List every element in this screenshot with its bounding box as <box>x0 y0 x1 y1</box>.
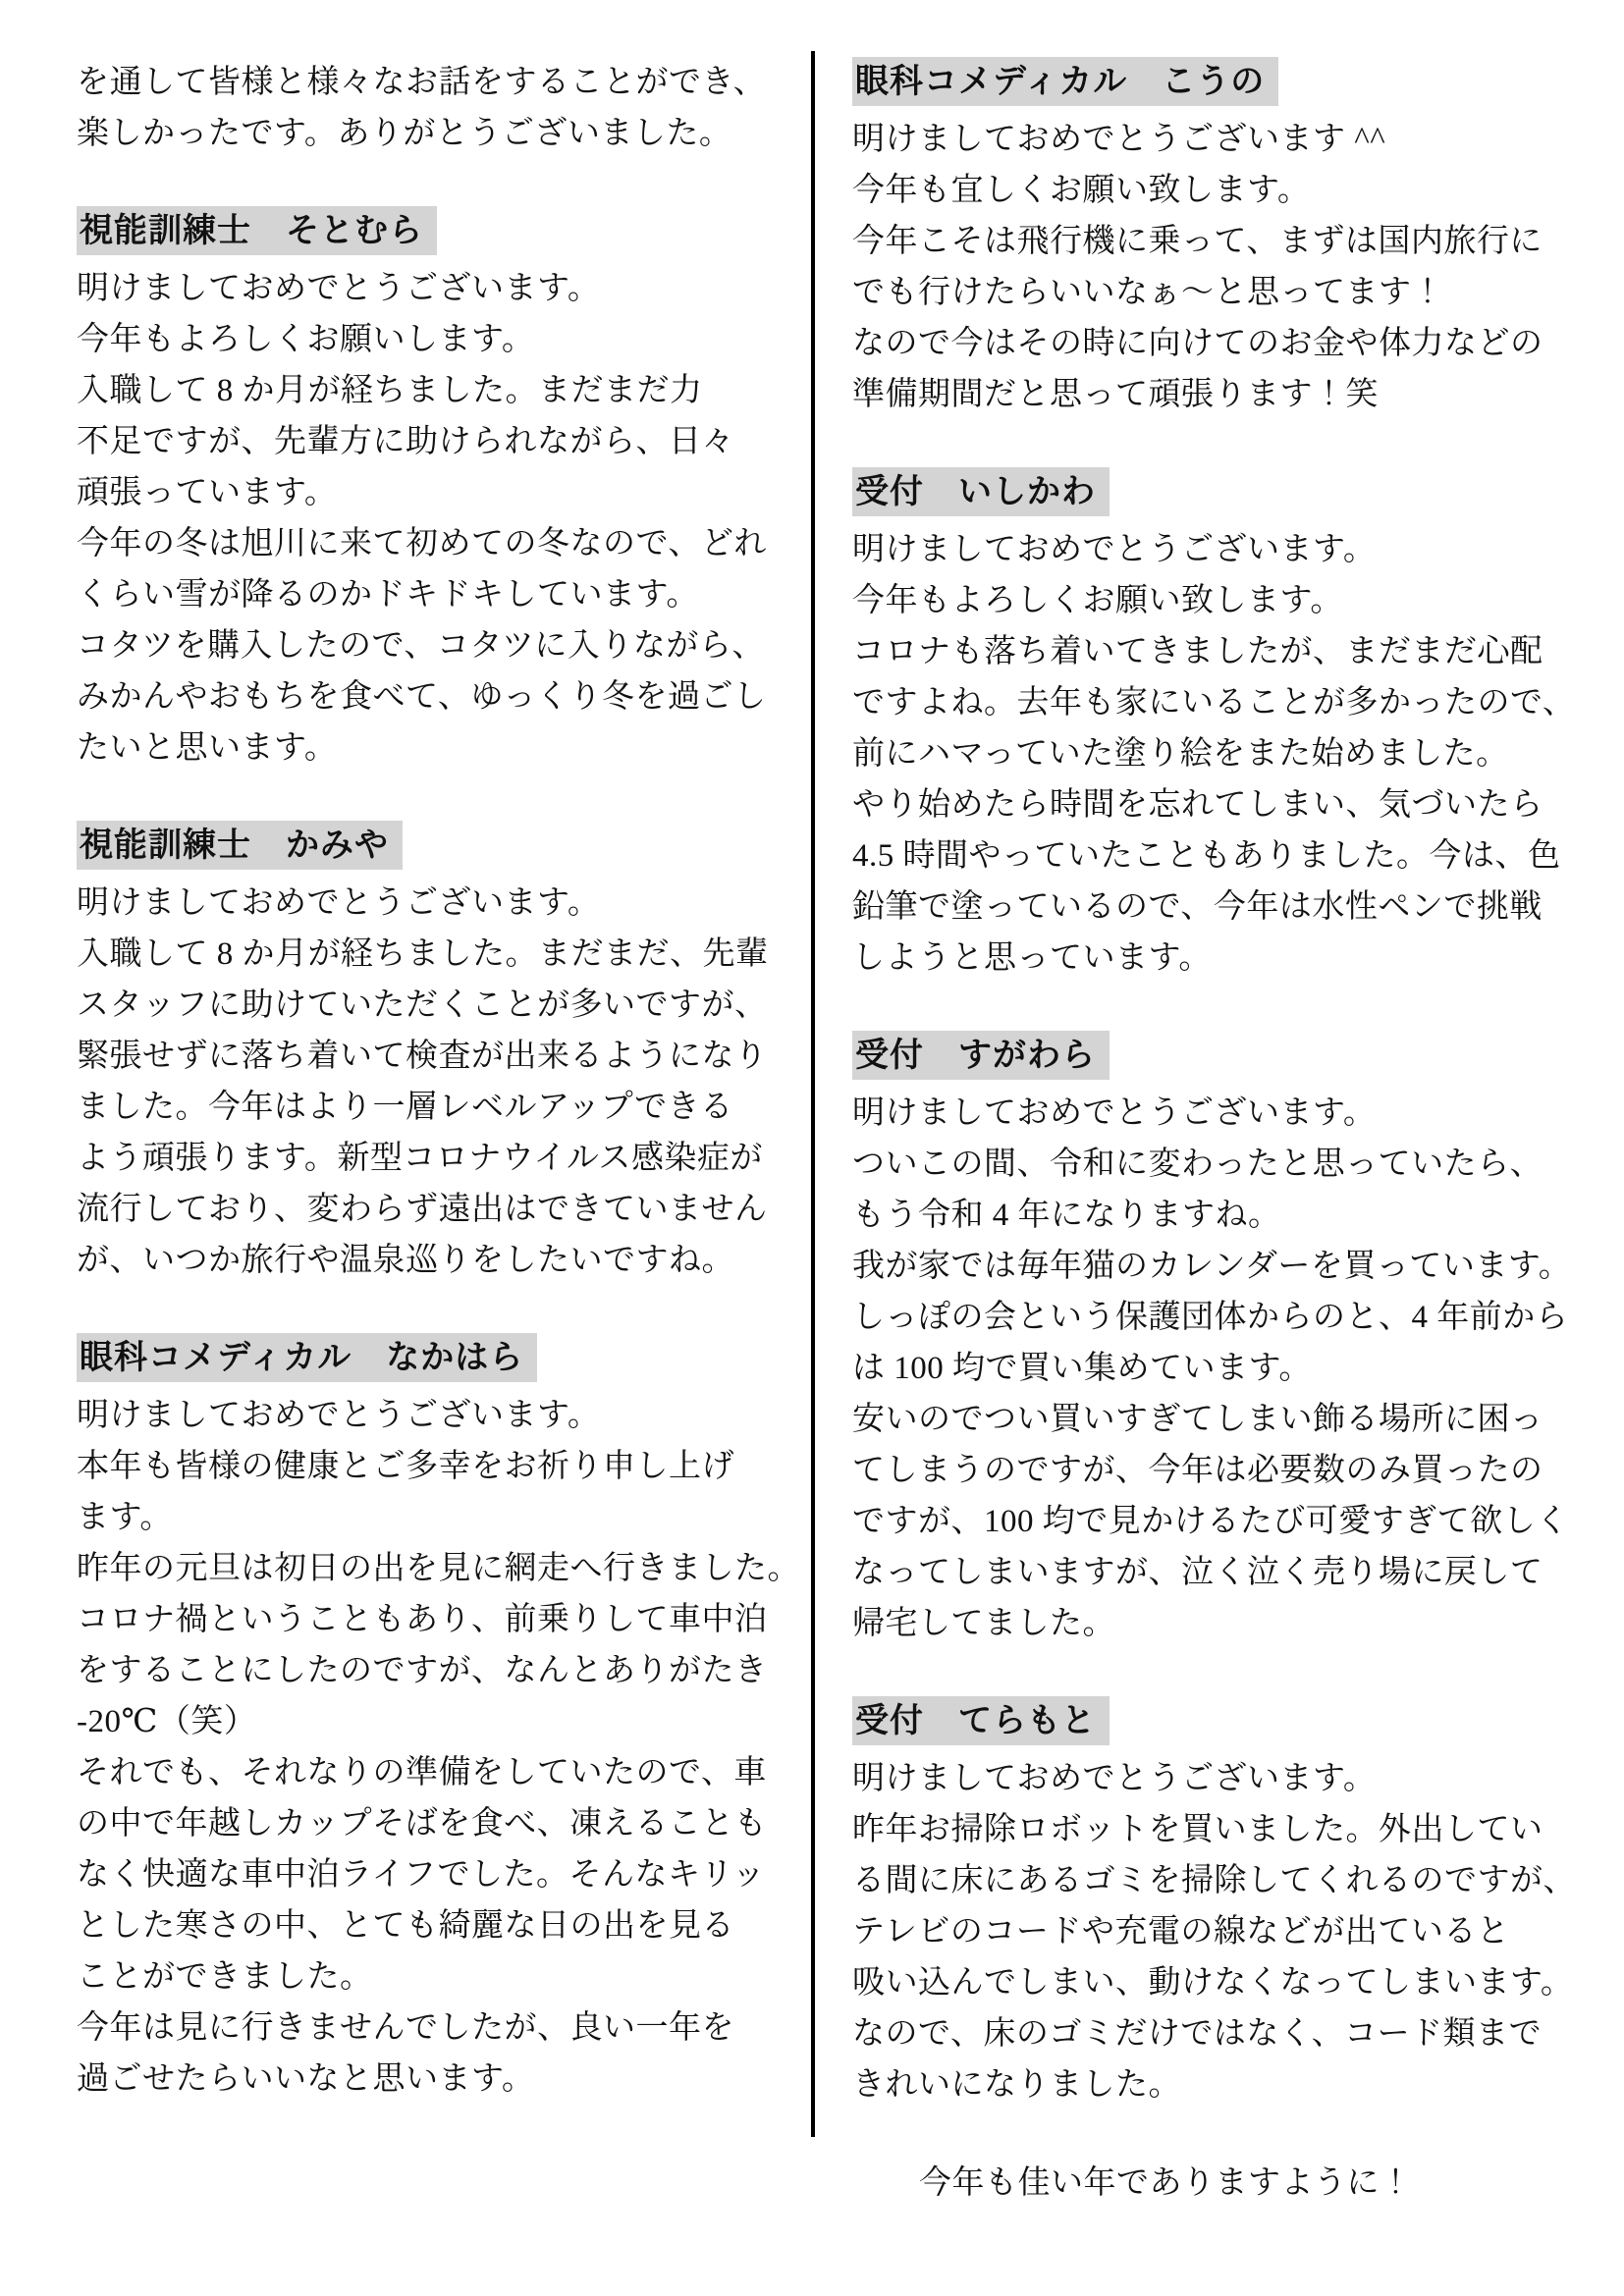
text-line: コロナ禍ということもあり、前乗りして車中泊 <box>77 1602 768 1637</box>
text-line: てしまうのですが、今年は必要数のみ買ったの <box>852 1453 1543 1488</box>
section-header-text: 受付 すがわら <box>852 1031 1110 1080</box>
greeting-section <box>852 467 1595 984</box>
text-line: が、いつか旅行や温泉巡りをしたいですね。 <box>77 1243 734 1278</box>
text-line: なので今はその時に向けてのお金や体力などの <box>852 326 1543 361</box>
text-line: を通して皆様と様々なお話をすることができ、 <box>77 65 767 100</box>
section-header <box>852 467 1595 524</box>
text-line: 昨年の元旦は初日の出を見に網走へ行きました。 <box>77 1551 800 1586</box>
section-header <box>77 821 819 878</box>
text-line: 明けましておめでとうございます。 <box>77 885 601 921</box>
text-line: コタツを購入したので、コタツに入りながら、 <box>77 628 765 664</box>
text-line: 今年の冬は旭川に来て初めての冬なので、どれ <box>77 526 767 561</box>
text-line: 安いのでつい買いすぎてしまい飾る場所に困っ <box>852 1402 1543 1437</box>
text-line: は 100 均で買い集めています。 <box>852 1351 1312 1386</box>
text-line: をすることにしたのですが、なんとありがたき <box>77 1653 768 1688</box>
section-header-text: 視能訓練士 そとむら <box>77 206 437 255</box>
closing-block <box>852 2158 1595 2209</box>
text-line: なってしまいますが、泣く泣く売り場に戻して <box>852 1555 1543 1590</box>
greeting-section <box>77 821 819 1286</box>
text-line: る間に床にあるゴミを掃除してくれるのですが、 <box>852 1863 1576 1898</box>
text-line: 過ごせたらいいなと思います。 <box>77 2061 535 2097</box>
text-line: とした寒さの中、とても綺麗な日の出を見る <box>77 1908 734 1944</box>
text-line: ます。 <box>77 1500 173 1535</box>
text-line: それでも、それなりの準備をしていたので、車 <box>77 1755 767 1790</box>
column-divider <box>811 51 815 2137</box>
text-line: 不足ですが、先輩方に助けられながら、日々 <box>77 424 734 459</box>
column-right <box>852 57 1595 2209</box>
greeting-section <box>77 1333 819 2105</box>
text-line: ことができました。 <box>77 1959 373 1995</box>
text-line: ですが、100 均で見かけるたび可愛すぎて欲しく <box>852 1504 1569 1539</box>
greeting-section <box>852 1031 1595 1649</box>
section-header-text: 眼科コメディカル こうの <box>852 57 1278 106</box>
text-line: 流行しており、変わらず遠出はできていません <box>77 1192 768 1227</box>
text-line: 今年もよろしくお願いします。 <box>77 322 535 357</box>
text-line: 緊張せずに落ち着いて検査が出来るようになり <box>77 1039 768 1074</box>
text-line: テレビのコードや充電の線などが出ていると <box>852 1914 1510 1949</box>
text-line: 鉛筆で塗っているので、今年は水性ペンで挑戦 <box>852 889 1543 925</box>
text-line: 楽しかったです。ありがとうございました。 <box>77 116 732 151</box>
section-header <box>852 57 1595 114</box>
text-line: 今年こそは飛行機に乗って、まずは国内旅行に <box>852 224 1543 259</box>
text-line: 吸い込んでしまい、動けなくなってしまいます。 <box>852 1965 1574 2001</box>
greeting-section <box>852 1696 1595 2110</box>
text-line: しようと思っています。 <box>852 940 1212 976</box>
text-line: くらい雪が降るのかドキドキしています。 <box>77 577 699 613</box>
text-line: 頑張っています。 <box>77 475 338 510</box>
text-line: 明けましておめでとうございます。 <box>852 1095 1377 1131</box>
section-header <box>77 1333 819 1390</box>
text-line: 明けましておめでとうございます。 <box>77 1398 601 1433</box>
text-line: みかんやおもちを食べて、ゆっくり冬を過ごし <box>77 679 767 715</box>
closing-line: 今年も佳い年でありますように！ <box>919 2165 1413 2201</box>
text-line: もう令和 4 年になりますね。 <box>852 1198 1281 1233</box>
text-line: の中で年越しカップそばを食べ、凍えることも <box>77 1806 768 1842</box>
text-line: 4.5 時間やっていたこともありました。今は、色 <box>852 838 1561 874</box>
section-header-text: 眼科コメディカル なかはら <box>77 1333 537 1382</box>
text-line: 明けましておめでとうございます。 <box>852 1761 1377 1796</box>
text-line: 入職して 8 か月が経ちました。まだまだ力 <box>77 373 703 408</box>
text-line: 明けましておめでとうございます。 <box>77 271 601 306</box>
text-line: しっぽの会という保護団体からのと、4 年前から <box>852 1300 1569 1335</box>
text-line: 今年もよろしくお願い致します。 <box>852 583 1343 618</box>
text-line: ですよね。去年も家にいることが多かったので、 <box>852 685 1576 721</box>
text-line: コロナも落ち着いてきましたが、まだまだ心配 <box>852 634 1543 669</box>
column-left <box>77 57 819 2105</box>
text-line: 入職して 8 か月が経ちました。まだまだ、先輩 <box>77 936 769 972</box>
text-line: 本年も皆様の健康とご多幸をお祈り申し上げ <box>77 1449 734 1484</box>
section-header-text: 受付 てらもと <box>852 1696 1110 1745</box>
section-header <box>77 206 819 263</box>
text-line: なく快適な車中泊ライフでした。そんなキリッ <box>77 1857 766 1893</box>
text-line: 今年も宜しくお願い致します。 <box>852 173 1311 208</box>
text-line: -20℃（笑） <box>77 1704 257 1739</box>
text-line: やり始めたら時間を忘れてしまい、気づいたら <box>852 787 1543 823</box>
text-line: なので、床のゴミだけではなく、コード類まで <box>852 2016 1543 2052</box>
text-line: 今年は見に行きませんでしたが、良い一年を <box>77 2010 734 2046</box>
text-line: 前にハマっていた塗り絵をまた始めました。 <box>852 736 1509 772</box>
text-line: たいと思います。 <box>77 730 338 766</box>
text-line: スタッフに助けていただくことが多いですが、 <box>77 988 768 1023</box>
text-line: ました。今年はより一層レベルアップできる <box>77 1090 733 1125</box>
text-line: 明けましておめでとうございます。 <box>852 532 1377 567</box>
greeting-section <box>77 206 819 774</box>
text-line: 明けましておめでとうございます ^^ <box>852 122 1386 157</box>
text-line: でも行けたらいいなぁ～と思ってます！ <box>852 275 1444 310</box>
section-header-text: 受付 いしかわ <box>852 467 1110 516</box>
text-line: 昨年お掃除ロボットを買いました。外出してい <box>852 1812 1543 1847</box>
paragraph-block <box>77 57 819 159</box>
text-line: ついこの間、令和に変わったと思っていたら、 <box>852 1147 1543 1182</box>
greeting-section <box>852 57 1595 420</box>
section-header <box>852 1696 1595 1753</box>
text-line: よう頑張ります。新型コロナウイルス感染症が <box>77 1141 763 1176</box>
text-line: 準備期間だと思って頑張ります！笑 <box>852 377 1379 412</box>
section-header-text: 視能訓練士 かみや <box>77 821 403 870</box>
section-header <box>852 1031 1595 1088</box>
text-line: 帰宅してました。 <box>852 1606 1115 1641</box>
text-line: 我が家では毎年猫のカレンダーを買っています。 <box>852 1249 1572 1284</box>
text-line: きれいになりました。 <box>852 2067 1181 2103</box>
